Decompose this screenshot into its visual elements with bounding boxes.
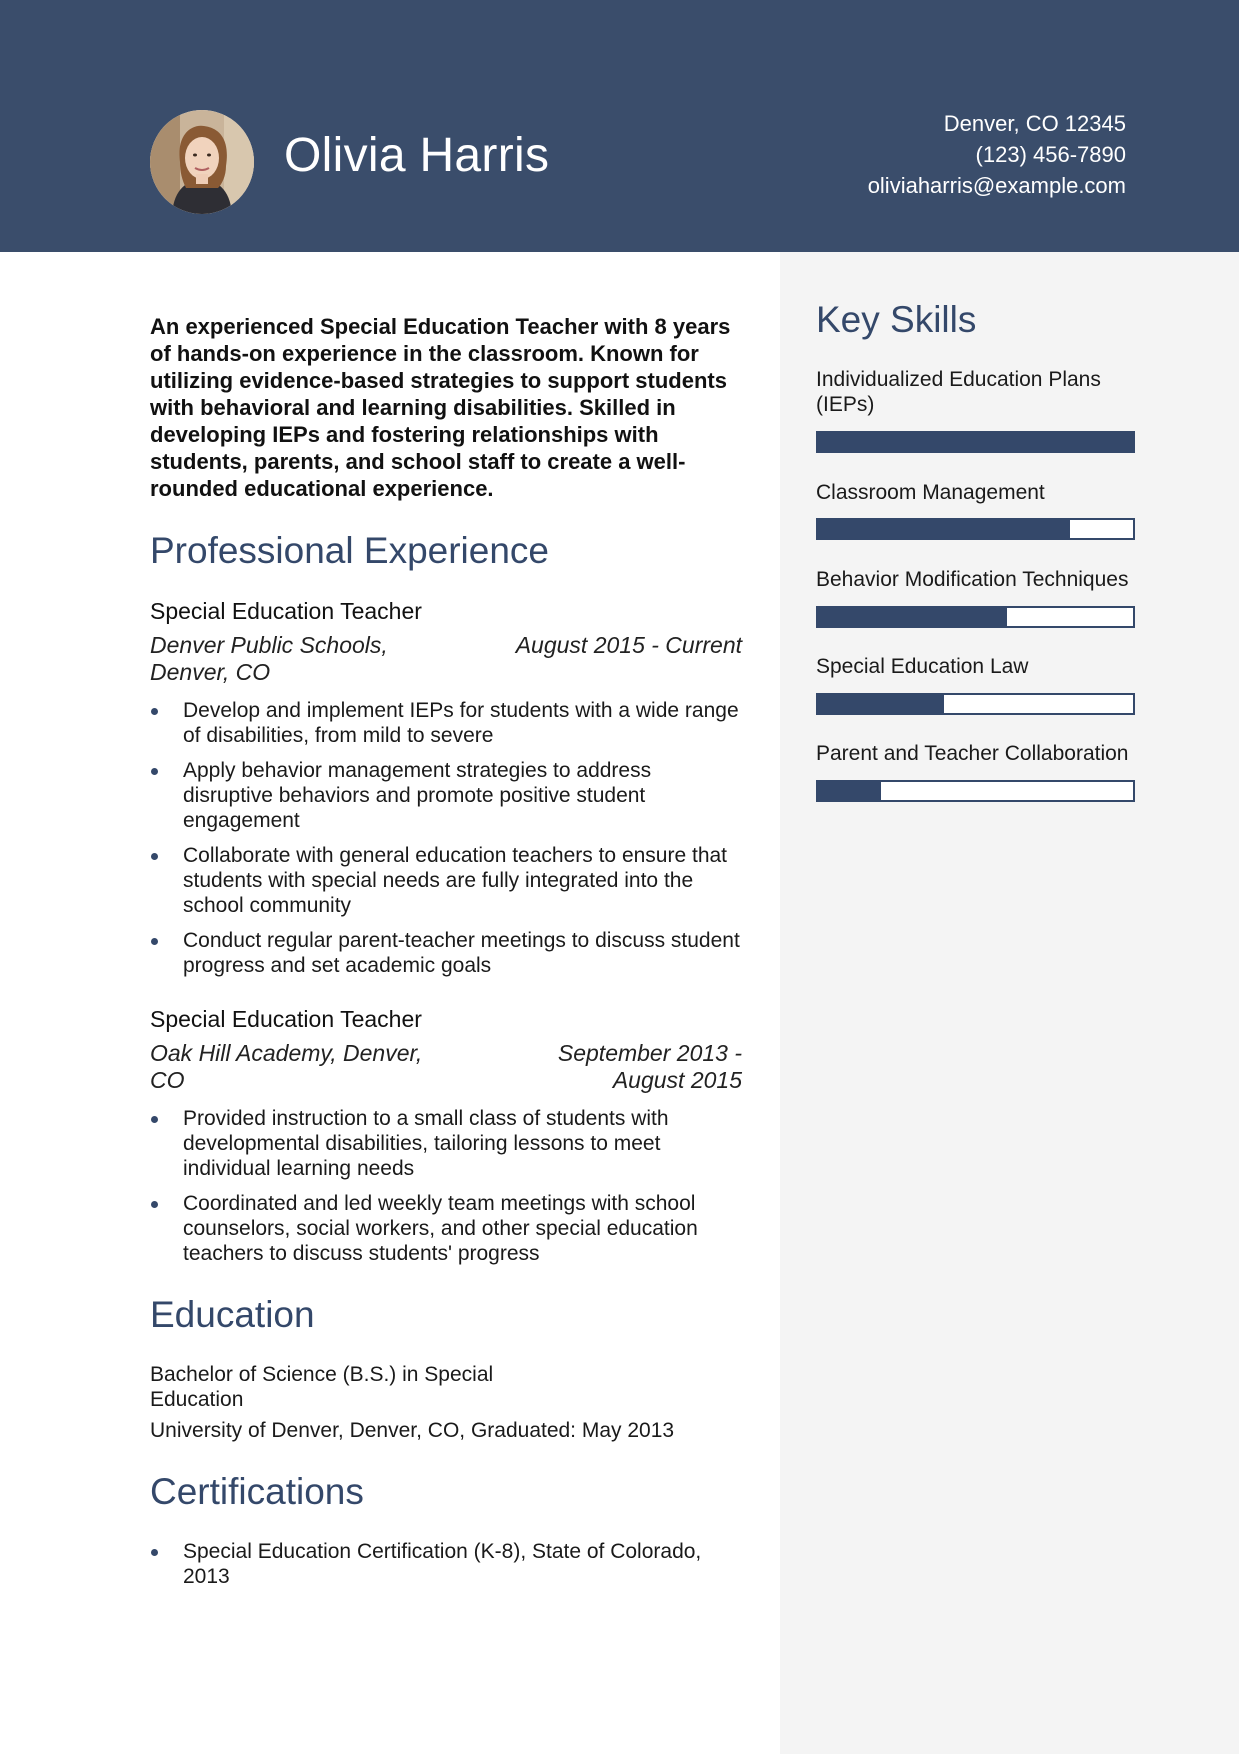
bullet-icon — [151, 1549, 158, 1556]
skill-name: Parent and Teacher Collaboration — [816, 742, 1129, 765]
bullet-icon — [151, 708, 158, 715]
list-item — [150, 1191, 742, 1266]
skill-name: Behavior Modification Techniques — [816, 568, 1129, 591]
list-item — [150, 698, 742, 748]
job-title: Special Education Teacher — [150, 1006, 422, 1032]
contact-block — [868, 108, 1126, 201]
education-school: University of Denver, Denver, CO, Graduated: May 2013 — [150, 1419, 675, 1442]
candidate-name: Olivia Harris — [284, 129, 550, 182]
skills-heading: Key Skills — [816, 299, 977, 340]
skill-item — [816, 480, 1136, 505]
bullet-text: Apply behavior management strategies to address disruptive behaviors and promote positive student engagement — [183, 759, 652, 832]
bullet-icon — [151, 853, 158, 860]
job-company: Denver Public Schools, Denver, CO — [150, 632, 388, 685]
skill-name: Special Education Law — [816, 655, 1029, 678]
education-degree: Bachelor of Science (B.S.) in Special Education — [150, 1363, 494, 1411]
skill-level-fill — [818, 608, 1007, 626]
skill-item — [816, 741, 1136, 766]
job-meta — [150, 632, 742, 688]
bullet-text: Collaborate with general education teachers to ensure that students with special needs are fully integrated into the school community — [183, 844, 728, 917]
contact-email[interactable]: oliviaharris@example.com — [867, 173, 1126, 198]
job-dates: September 2013 - August 2015 — [557, 1040, 742, 1093]
skill-level-bar — [816, 431, 1135, 453]
certifications-heading: Certifications — [150, 1471, 364, 1512]
skill-level-fill — [818, 433, 1133, 451]
summary-paragraph: An experienced Special Education Teacher with 8 years of hands-on experience in the classroom. Known for utilizing evidence-based strategies to support students with behavioral and learning disabilities. Skilled in developing IEPs and fostering relationships with students, parents, and school staff to create a well-rounded educational experience. — [150, 314, 731, 501]
avatar — [150, 110, 254, 214]
job-dates: August 2015 - Current — [515, 632, 742, 658]
skill-item — [816, 367, 1136, 417]
bullet-text: Develop and implement IEPs for students with a wide range of disabilities, from mild to severe — [183, 699, 739, 747]
skill-item — [816, 567, 1136, 592]
bullet-icon — [151, 1116, 158, 1123]
education-heading: Education — [150, 1294, 315, 1335]
bullet-icon — [151, 938, 158, 945]
list-item — [150, 758, 742, 833]
job-bullets — [150, 698, 742, 988]
bullet-text: Conduct regular parent-teacher meetings to discuss student progress and set academic goals — [183, 929, 740, 977]
job-bullets — [150, 1106, 742, 1276]
skill-name: Individualized Education Plans (IEPs) — [816, 368, 1101, 416]
list-item — [150, 928, 742, 978]
bullet-icon — [151, 1201, 158, 1208]
job-title: Special Education Teacher — [150, 598, 422, 624]
sidebar — [780, 252, 1239, 1754]
list-item — [150, 1539, 742, 1589]
job-meta — [150, 1040, 742, 1096]
skill-level-fill — [818, 695, 944, 713]
skill-level-fill — [818, 520, 1070, 538]
experience-heading: Professional Experience — [150, 530, 549, 571]
certification-list — [150, 1539, 742, 1599]
skill-level-fill — [818, 782, 881, 800]
list-item — [150, 1106, 742, 1181]
bullet-icon — [151, 768, 158, 775]
bullet-text: Coordinated and led weekly team meetings with school counselors, social workers, and other special education teachers to discuss students' progress — [183, 1192, 698, 1265]
skill-level-bar — [816, 606, 1135, 628]
profile-photo-icon — [150, 110, 254, 214]
contact-address: Denver, CO 12345 — [943, 111, 1126, 136]
bullet-text: Provided instruction to a small class of students with developmental disabilities, tailoring lessons to meet individual learning needs — [183, 1107, 669, 1180]
list-item — [150, 843, 742, 918]
job-company: Oak Hill Academy, Denver, CO — [150, 1040, 423, 1093]
skill-level-bar — [816, 693, 1135, 715]
bullet-text: Special Education Certification (K-8), State of Colorado, 2013 — [183, 1540, 702, 1588]
skill-level-bar — [816, 780, 1135, 802]
skill-level-bar — [816, 518, 1135, 540]
contact-phone: (123) 456-7890 — [975, 142, 1126, 167]
skill-name: Classroom Management — [816, 481, 1045, 504]
skill-item — [816, 654, 1136, 679]
